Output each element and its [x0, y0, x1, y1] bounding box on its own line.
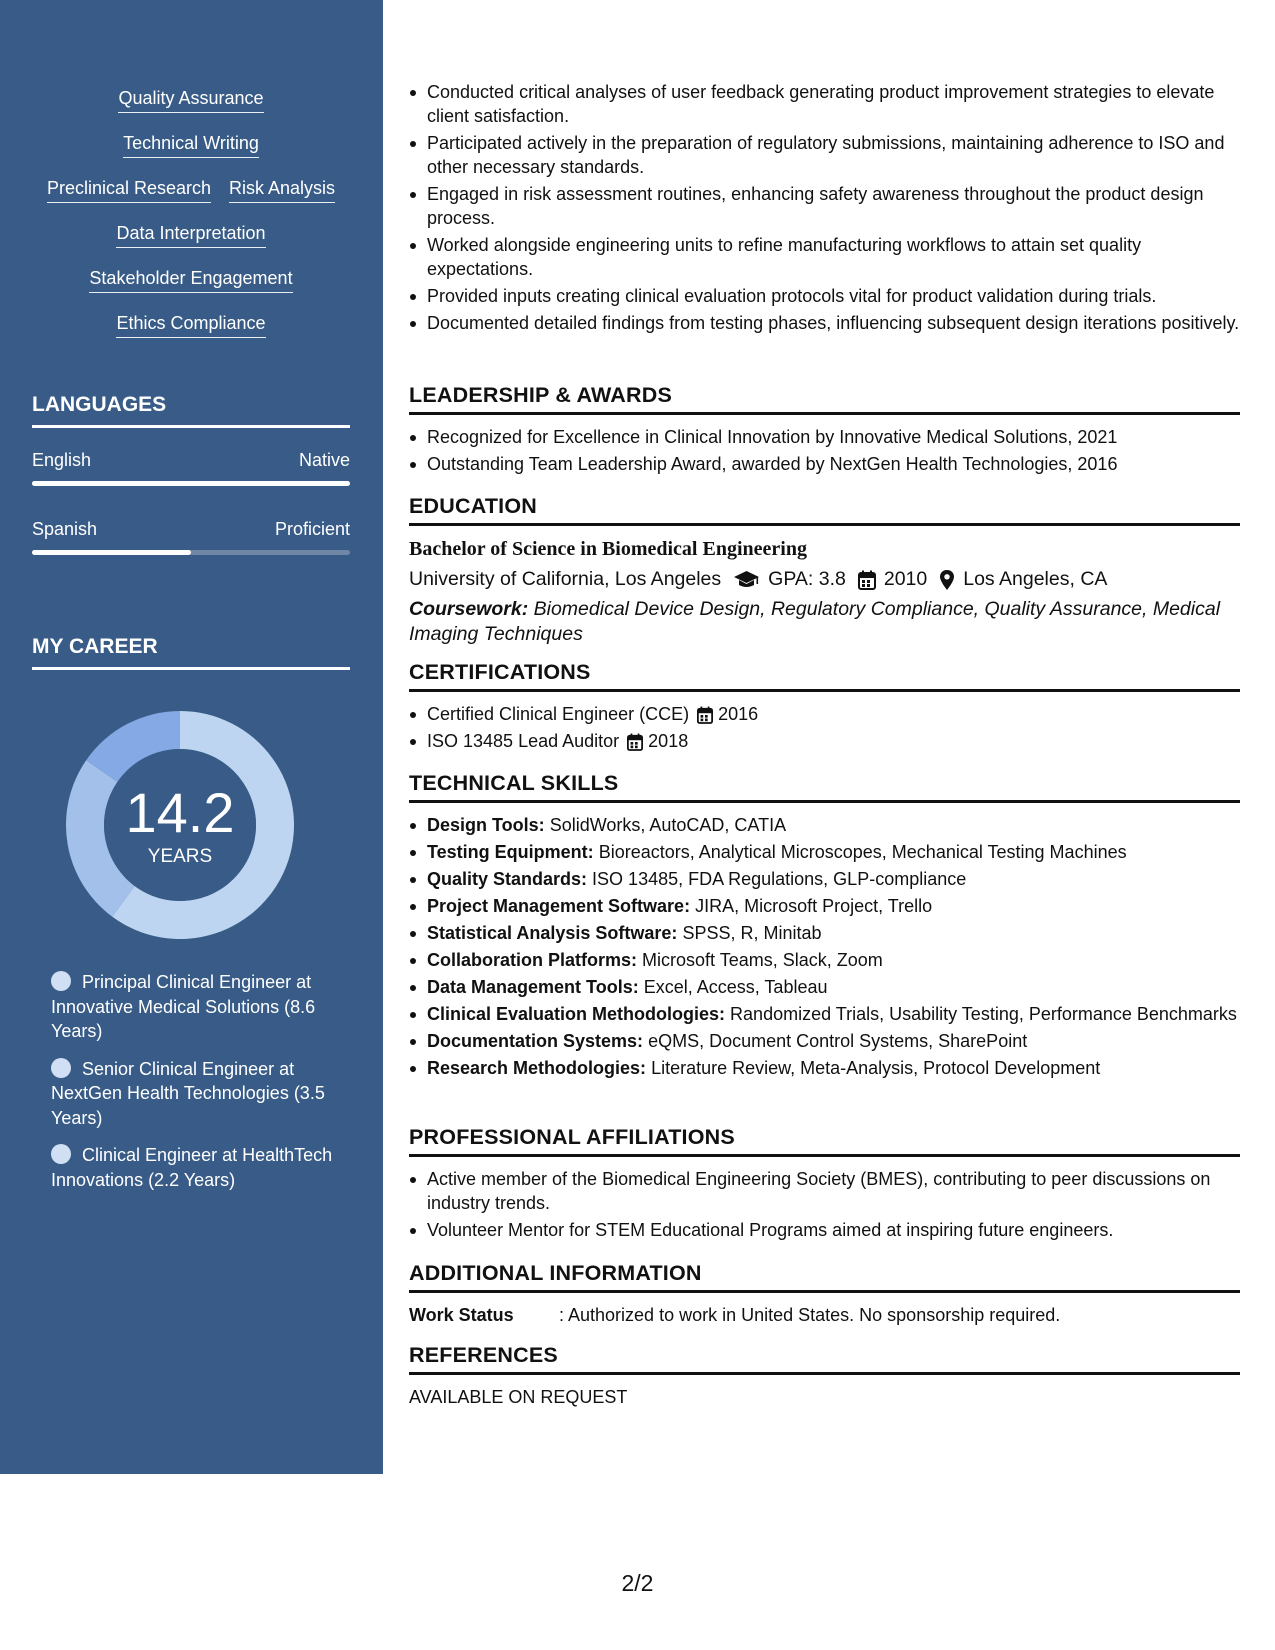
school-name: University of California, Los Angeles — [409, 568, 722, 590]
skill-tag: Ethics Compliance — [116, 311, 265, 338]
list-item: Participated actively in the preparation of regulatory submissions, maintaining adherence to ISO and other necessary standards. — [427, 131, 1240, 179]
skill-category: Testing Equipment: — [427, 842, 594, 862]
career-item-text: Clinical Engineer at HealthTech Innovations (2.2 Years) — [51, 1145, 333, 1190]
skill-values: Literature Review, Meta-Analysis, Protocol Development — [651, 1058, 1101, 1078]
skill-values: JIRA, Microsoft Project, Trello — [695, 896, 933, 916]
list-item: Volunteer Mentor for STEM Educational Programs aimed at inspiring future engineers. — [427, 1218, 1240, 1242]
list-item — [427, 921, 1240, 945]
bullet-dot-icon — [51, 971, 71, 991]
language-level: Native — [298, 450, 350, 470]
list-item — [427, 702, 1240, 726]
skill-values: Microsoft Teams, Slack, Zoom — [642, 950, 883, 970]
skill-tag: Stakeholder Engagement — [89, 266, 292, 293]
skill-category: Project Management Software: — [427, 896, 691, 916]
references-text: AVAILABLE ON REQUEST — [409, 1387, 628, 1407]
language-name: English — [32, 450, 92, 470]
career-item-text: Principal Clinical Engineer at Innovative Medical Solutions (8.6 Years) — [51, 972, 316, 1041]
skill-values: SPSS, R, Minitab — [682, 923, 822, 943]
career-heading: MY CAREER — [32, 634, 350, 670]
list-item — [427, 867, 1240, 891]
calendar-icon — [627, 733, 643, 751]
skill-tag: Preclinical Research — [47, 176, 211, 203]
skill-tag: Data Interpretation — [116, 221, 265, 248]
leadership-section — [409, 382, 1240, 479]
skills-tags — [32, 84, 350, 354]
career-item — [51, 970, 341, 1044]
list-item — [427, 1002, 1240, 1026]
school-location: Los Angeles, CA — [963, 568, 1108, 590]
bullet-dot-icon — [51, 1144, 71, 1164]
skill-category: Collaboration Platforms: — [427, 950, 638, 970]
skill-values: SolidWorks, AutoCAD, CATIA — [549, 815, 787, 835]
section-heading: CERTIFICATIONS — [409, 659, 1240, 692]
certification-name: Certified Clinical Engineer (CCE) — [427, 704, 690, 724]
list-item — [427, 1029, 1240, 1053]
list-item — [427, 948, 1240, 972]
technical-skills-section — [409, 770, 1240, 1083]
skill-values: Randomized Trials, Usability Testing, Performance Benchmarks — [730, 1004, 1237, 1024]
skill-tag: Risk Analysis — [229, 176, 335, 203]
section-heading: REFERENCES — [409, 1342, 1240, 1375]
work-status-label: Work Status — [409, 1305, 514, 1325]
certifications-section — [409, 659, 1240, 756]
section-heading: TECHNICAL SKILLS — [409, 770, 1240, 803]
additional-info-section — [409, 1260, 1240, 1327]
gpa: GPA: 3.8 — [768, 568, 846, 590]
certification-year: 2018 — [648, 731, 689, 751]
career-list — [51, 970, 341, 1205]
list-item: Engaged in risk assessment routines, enhancing safety awareness throughout the product design process. — [427, 182, 1240, 230]
career-item — [51, 1057, 341, 1131]
skill-values: eQMS, Document Control Systems, SharePoint — [648, 1031, 1028, 1051]
language-name: Spanish — [32, 519, 98, 539]
skill-tag: Quality Assurance — [118, 86, 263, 113]
graduation-year: 2010 — [883, 568, 928, 590]
skill-category: Research Methodologies: — [427, 1058, 647, 1078]
skill-category: Clinical Evaluation Methodologies: — [427, 1004, 726, 1024]
skill-category: Statistical Analysis Software: — [427, 923, 678, 943]
skill-category: Data Management Tools: — [427, 977, 639, 997]
experience-bullets — [409, 80, 1240, 338]
language-level: Proficient — [274, 519, 350, 539]
list-item — [427, 1056, 1240, 1080]
calendar-icon — [697, 706, 713, 724]
education-section — [409, 493, 1240, 646]
education-details — [409, 566, 1240, 593]
language-spanish — [32, 517, 350, 555]
list-item — [427, 894, 1240, 918]
page-number: 2/2 — [621, 1570, 654, 1596]
location-pin-icon — [939, 569, 955, 591]
work-status — [409, 1303, 1240, 1327]
section-heading: ADDITIONAL INFORMATION — [409, 1260, 1240, 1293]
list-item — [427, 975, 1240, 999]
language-bar — [32, 481, 350, 486]
skill-tag: Technical Writing — [123, 131, 259, 158]
list-item — [427, 729, 1240, 753]
skill-values: Excel, Access, Tableau — [643, 977, 828, 997]
list-item: Recognized for Excellence in Clinical Innovation by Innovative Medical Solutions, 2021 — [427, 425, 1240, 449]
career-item-text: Senior Clinical Engineer at NextGen Health Technologies (3.5 Years) — [51, 1058, 325, 1128]
skill-values: ISO 13485, FDA Regulations, GLP-compliance — [592, 869, 967, 889]
skill-category: Design Tools: — [427, 815, 545, 835]
bullet-dot-icon — [51, 1058, 71, 1078]
skill-category: Quality Standards: — [427, 869, 588, 889]
certification-name: ISO 13485 Lead Auditor — [427, 731, 620, 751]
skill-values: Bioreactors, Analytical Microscopes, Mechanical Testing Machines — [598, 842, 1127, 862]
references-section — [409, 1342, 1240, 1409]
calendar-icon — [858, 570, 876, 590]
skill-category: Documentation Systems: — [427, 1031, 644, 1051]
languages-heading: LANGUAGES — [32, 392, 350, 428]
graduation-cap-icon — [733, 570, 760, 590]
list-item: Conducted critical analyses of user feedback generating product improvement strategies to elevate client satisfaction. — [427, 80, 1240, 128]
affiliations-section — [409, 1124, 1240, 1245]
section-heading: EDUCATION — [409, 493, 1240, 526]
sidebar — [0, 0, 383, 1474]
coursework-label: Coursework: — [409, 598, 529, 620]
list-item: Provided inputs creating clinical evaluation protocols vital for product validation during trials. — [427, 284, 1240, 308]
section-heading: LEADERSHIP & AWARDS — [409, 382, 1240, 415]
work-status-value: : Authorized to work in United States. No sponsorship required. — [559, 1305, 1061, 1325]
language-english — [32, 448, 350, 486]
career-unit: YEARS — [147, 846, 213, 867]
list-item: Worked alongside engineering units to refine manufacturing workflows to attain set quality expectations. — [427, 233, 1240, 281]
list-item: Active member of the Biomedical Engineering Society (BMES), contributing to peer discussions on industry trends. — [427, 1167, 1240, 1215]
language-bar-fill — [32, 550, 191, 555]
degree-title: Bachelor of Science in Biomedical Engineering — [409, 538, 807, 560]
language-bar-fill — [32, 481, 350, 486]
list-item: Documented detailed findings from testing phases, influencing subsequent design iterations positively. — [427, 313, 1240, 333]
career-total: 14.2 — [125, 781, 235, 844]
coursework — [409, 597, 1240, 646]
certification-year: 2016 — [718, 704, 759, 724]
list-item — [427, 840, 1240, 864]
language-bar — [32, 550, 350, 555]
list-item: Outstanding Team Leadership Award, awarded by NextGen Health Technologies, 2016 — [427, 452, 1240, 476]
career-donut-chart — [66, 711, 294, 939]
list-item — [427, 813, 1240, 837]
section-heading: PROFESSIONAL AFFILIATIONS — [409, 1124, 1240, 1157]
career-item — [51, 1143, 341, 1192]
coursework-text: Biomedical Device Design, Regulatory Compliance, Quality Assurance, Medical Imaging Techniques — [409, 598, 1221, 645]
